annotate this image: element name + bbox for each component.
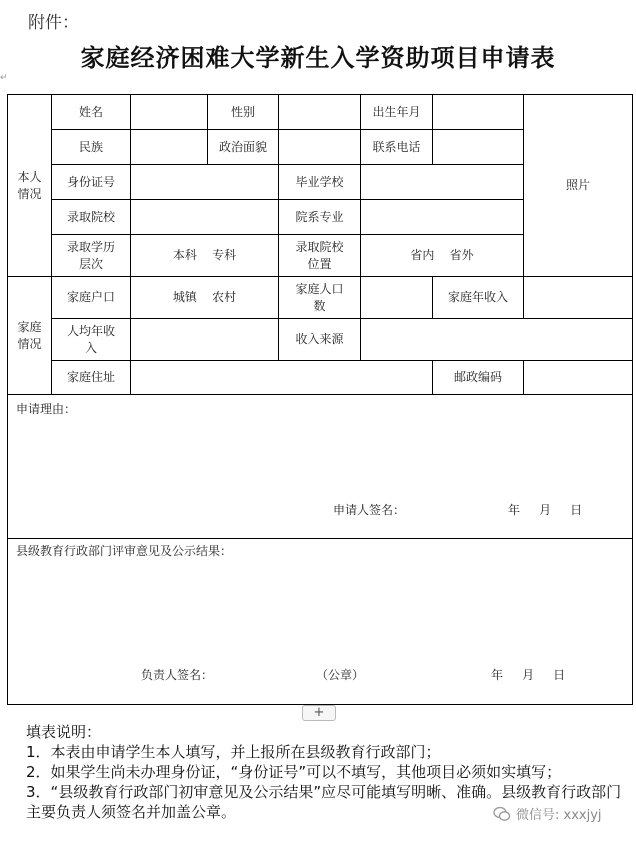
admitted-college-field[interactable]: [130, 199, 279, 235]
household-options[interactable]: 城镇 农村: [130, 276, 279, 319]
phone-label: 联系电话: [360, 129, 433, 165]
instruction-item-1: 1．本表由申请学生本人填写，并上报所在县级教育行政部门；: [26, 743, 441, 761]
responsible-signature-label: 负责人签名：: [141, 668, 214, 682]
review-label: 县级教育行政部门评审意见及公示结果：: [16, 544, 233, 558]
department-label: 院系专业: [278, 199, 361, 235]
id-field[interactable]: [130, 164, 279, 200]
income-source-field[interactable]: [360, 318, 633, 361]
income-source-label: 收入来源: [278, 318, 361, 361]
attachment-label: 附件：: [28, 13, 79, 33]
department-field[interactable]: [360, 199, 524, 235]
name-label: 姓名: [51, 94, 131, 130]
official-seal-label: （公章）: [316, 668, 365, 682]
postcode-field[interactable]: [523, 360, 633, 395]
college-location-label: 录取院校 位置: [278, 234, 361, 277]
id-label: 身份证号: [51, 164, 131, 200]
application-date-label: 年 月 日: [508, 503, 583, 517]
address-field[interactable]: [130, 360, 433, 395]
wechat-watermark: [493, 804, 602, 823]
gender-field[interactable]: [278, 94, 361, 130]
birth-label: 出生年月: [360, 94, 433, 130]
expand-table-button[interactable]: +: [302, 705, 336, 721]
instruction-item-2: 2．如果学生尚未办理身份证，“身份证号”可以不填写，其他项目必须如实填写；: [26, 763, 562, 781]
application-reason-label: 申请理由：: [16, 402, 77, 416]
phone-field[interactable]: [432, 129, 524, 165]
birth-field[interactable]: [432, 94, 524, 130]
members-field[interactable]: [360, 276, 433, 319]
annual-income-field[interactable]: [523, 276, 633, 319]
annual-income-label: 家庭年收入: [432, 276, 524, 319]
watermark-text: 微信号: xxxjyj: [516, 808, 602, 823]
address-label: 家庭住址: [51, 360, 131, 395]
instruction-item-3: 3．“县级教育行政部门初审意见及公示结果”应尽可能填写明晰、准确。县级教育行政部门主要负责人须签名并加盖公章。: [26, 783, 622, 821]
education-level-options[interactable]: 本科 专科: [130, 234, 279, 277]
personal-section-label: 本人 情况: [7, 94, 52, 277]
family-section-label: 家庭 情况: [7, 276, 52, 395]
political-field[interactable]: [278, 129, 361, 165]
review-box[interactable]: [7, 538, 633, 705]
applicant-signature-label: 申请人签名：: [333, 503, 406, 517]
wechat-icon: [493, 805, 511, 823]
ethnicity-field[interactable]: [130, 129, 208, 165]
review-date-label: 年 月 日: [491, 668, 566, 682]
household-label: 家庭户口: [51, 276, 131, 319]
photo-box[interactable]: 照片: [523, 94, 633, 277]
name-field[interactable]: [130, 94, 208, 130]
page-title: 家庭经济困难大学新生入学资助项目申请表: [80, 44, 556, 72]
edge-marker-icon: ↵: [0, 73, 8, 83]
members-label: 家庭人口 数: [278, 276, 361, 319]
political-label: 政治面貌: [207, 129, 279, 165]
school-label: 毕业学校: [278, 164, 361, 200]
postcode-label: 邮政编码: [432, 360, 524, 395]
application-reason-box[interactable]: [7, 394, 633, 539]
instructions-heading: 填表说明：: [26, 723, 102, 741]
ethnicity-label: 民族: [51, 129, 131, 165]
education-level-label: 录取学历 层次: [51, 234, 131, 277]
college-location-options[interactable]: 省内 省外: [360, 234, 524, 277]
per-capita-label: 人均年收 入: [51, 318, 131, 361]
gender-label: 性别: [207, 94, 279, 130]
per-capita-field[interactable]: [130, 318, 279, 361]
school-field[interactable]: [360, 164, 524, 200]
admitted-college-label: 录取院校: [51, 199, 131, 235]
